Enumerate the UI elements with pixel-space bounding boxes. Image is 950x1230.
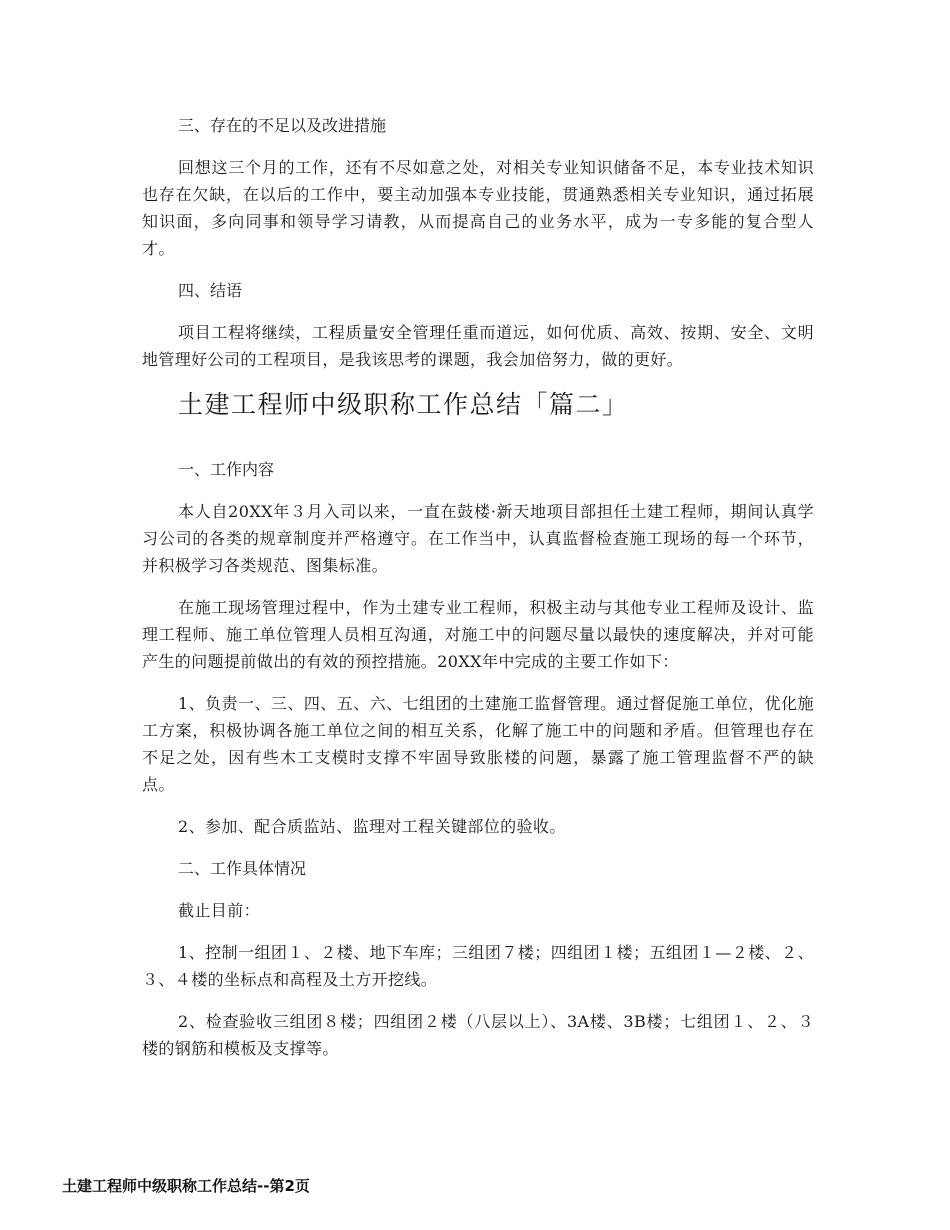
paragraph: 2、检查验收三组团８楼；四组团２楼（八层以上）、3A楼、3B楼；七组团１、２、３楼的钢筋和模板及支撑等。 <box>142 1012 814 1058</box>
document-body <box>142 112 814 1077</box>
paragraph: 在施工现场管理过程中，作为土建专业工程师，积极主动与其他专业工程师及设计、监理工程师、施工单位管理人员相互沟通，对施工中的问题尽量以最快的速度解决，并对可能产生的问题提前做出的有效的预控措施。20XX年中完成的主要工作如下： <box>142 598 814 671</box>
document-title: 土建工程师中级职称工作总结「篇二」 <box>178 390 629 419</box>
paragraph: 本人自20XX年３月入司以来，一直在鼓楼·新天地项目部担任土建工程师，期间认真学习公司的各类的规章制度并严格遵守。在工作当中，认真监督检查施工现场的每一个环节，并积极学习各类规范、图集标准。 <box>142 502 814 575</box>
paragraph: 截止目前： <box>178 901 261 920</box>
section-heading: 四、结语 <box>178 281 243 300</box>
section-heading: 一、工作内容 <box>178 460 275 479</box>
section-heading: 二、工作具体情况 <box>178 859 307 878</box>
paragraph: 2、参加、配合质监站、监理对工程关键部位的验收。 <box>178 817 566 836</box>
section-heading: 三、存在的不足以及改进措施 <box>178 116 387 135</box>
paragraph: 1、负责一、三、四、五、六、七组团的土建施工监督管理。通过督促施工单位，优化施工方案，积极协调各施工单位之间的相互关系，化解了施工中的问题和矛盾。但管理也存在不足之处，因有些木工支模时支撑不牢固导致胀楼的问题，暴露了施工管理监督不严的缺点。 <box>142 694 814 794</box>
page-footer: 土建工程师中级职称工作总结--第2页 <box>62 1177 310 1195</box>
paragraph: 项目工程将继续，工程质量安全管理任重而道远，如何优质、高效、按期、安全、文明地管理好公司的工程项目，是我该思考的课题，我会加倍努力，做的更好。 <box>142 323 814 369</box>
paragraph: 回想这三个月的工作，还有不尽如意之处，对相关专业知识储备不足，本专业技术知识也存在欠缺，在以后的工作中，要主动加强本专业技能，贯通熟悉相关专业知识，通过拓展知识面，多向同事和领导学习请教，从而提高自己的业务水平，成为一专多能的复合型人才。 <box>142 158 814 258</box>
paragraph: 1、控制一组团１、２楼、地下车库；三组团７楼；四组团１楼；五组团１—２楼、２、３、４楼的坐标点和高程及土方开挖线。 <box>142 943 814 989</box>
